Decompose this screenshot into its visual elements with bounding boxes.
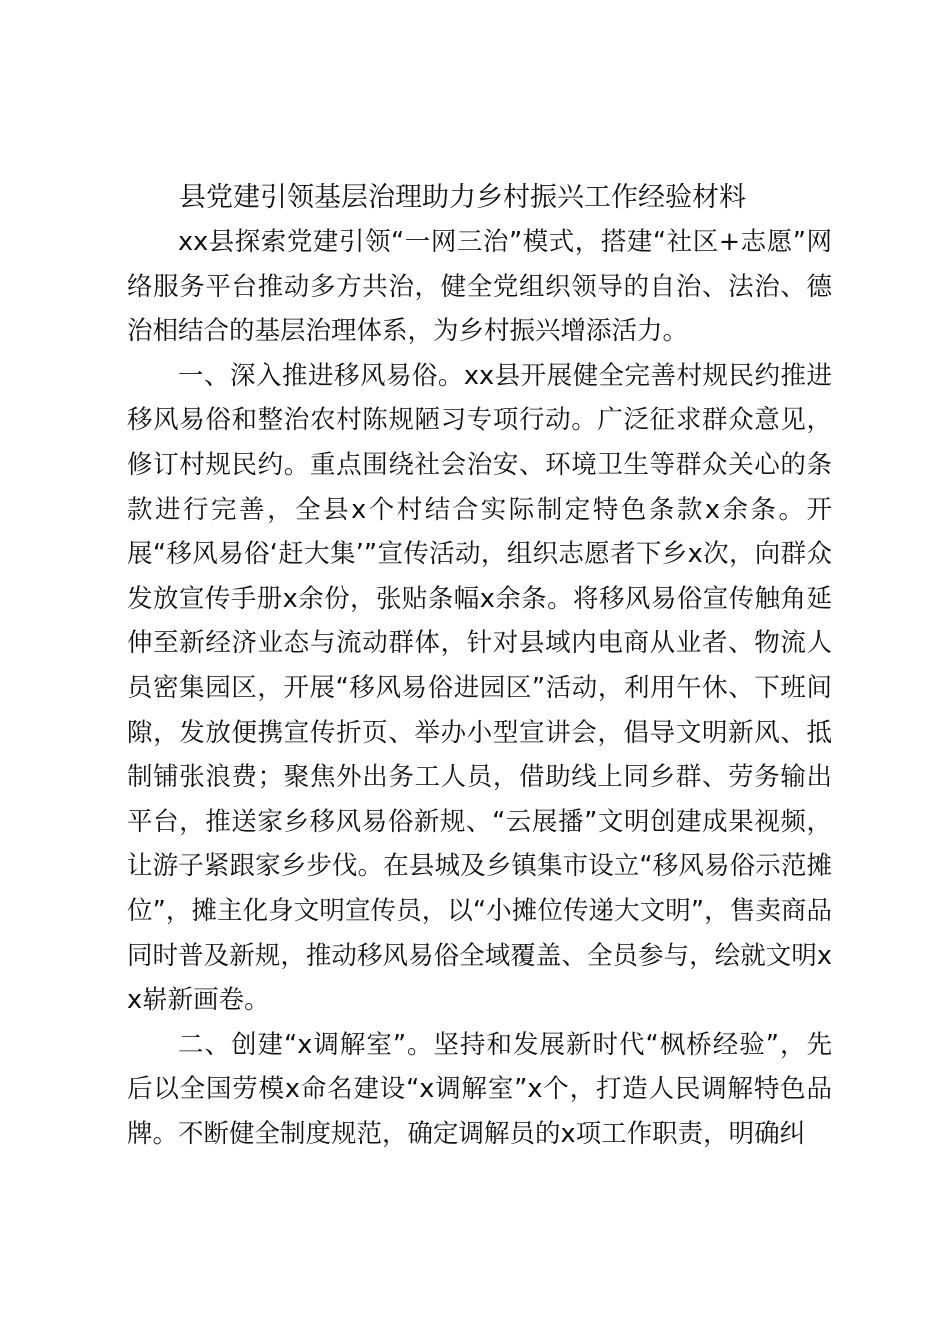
intro-paragraph: xx县探索党建引领“一网三治”模式，搭建“社区+志愿”网络服务平台推动多方共治，健全党组织领导的自治、法治、德治相结合的基层治理体系，为乡村振兴增添活力。 (127, 227, 832, 347)
section-one-paragraph: 一、深入推进移风易俗。xx县开展健全完善村规民约推进移风易俗和整治农村陈规陋习专项行动。广泛征求群众意见，修订村规民约。重点围绕社会治安、环境卫生等群众关心的条款进行完善，全县x个村结合实际制定特色条款x余条。开展“移风易俗‘赶大集’”宣传活动，组织志愿者下乡x次，向群众发放宣传手册x余份，张贴条幅x余条。将移风易俗宣传触角延伸至新经济业态与流动群体，针对县域内电商从业者、物流人员密集园区，开展“移风易俗进园区”活动，利用午休、下班间隙，发放便携宣传折页、举办小型宣讲会，倡导文明新风、抵制铺张浪费；聚焦外出务工人员，借助线上同乡群、劳务输出平台，推送家乡移风易俗新规、“云展播”文明创建成果视频，让游子紧跟家乡步伐。在县城及乡镇集市设立“移风易俗示范摊位”，摊主化身文明宣传员，以“小摊位传递大文明”，售卖商品同时普及新规，推动移风易俗全域覆盖、全员参与，绘就文明xx崭新画卷。 (127, 360, 832, 1016)
document-title: 县党建引领基层治理助力乡村振兴工作经验材料 (179, 182, 746, 213)
section-two-paragraph: 二、创建“x调解室”。坚持和发展新时代“枫桥经验”，先后以全国劳模x命名建设“x调解室”x个，打造人民调解特色品牌。不断健全制度规范，确定调解员的x项工作职责，明确纠 (127, 1029, 832, 1149)
document-body (127, 176, 832, 1156)
